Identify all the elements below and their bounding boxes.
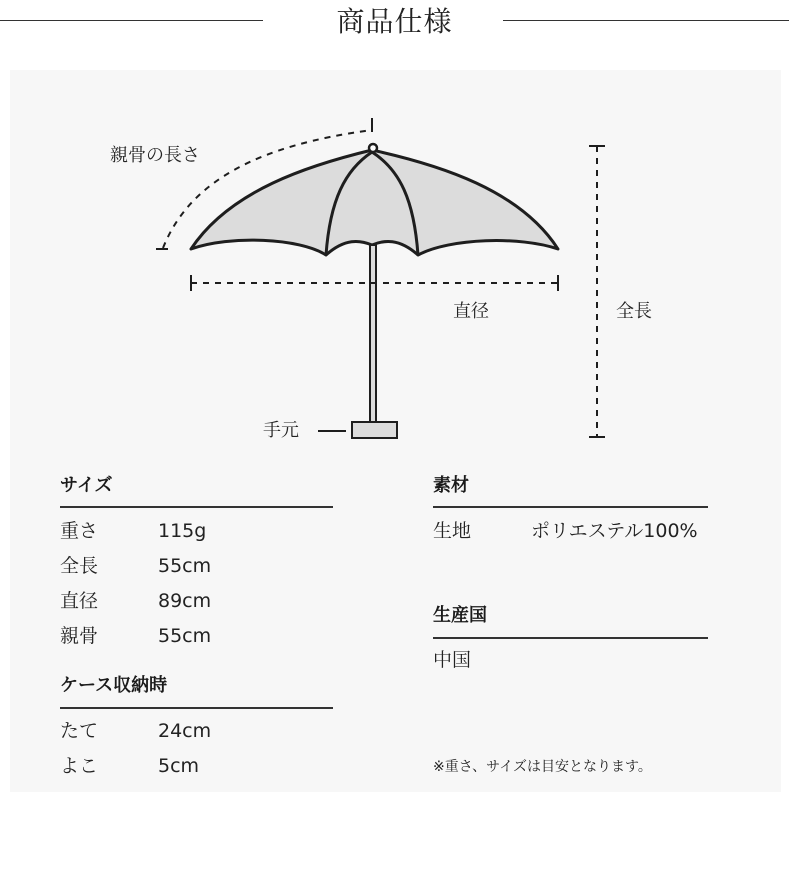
size-row-value: 55cm: [158, 555, 212, 577]
handle-label: 手元: [263, 420, 299, 441]
umbrella-handle: [352, 422, 397, 438]
material-row-key: 生地: [433, 520, 472, 542]
disclaimer-note: ※重さ、サイズは目安となります。: [433, 759, 652, 775]
case-row-key: よこ: [60, 755, 99, 777]
page-title: 商品仕様: [336, 5, 453, 38]
size-rule: [60, 506, 333, 508]
material-row-value: ポリエステル100%: [531, 520, 698, 542]
total-length-label: 全長: [616, 301, 652, 322]
case-row-value: 24cm: [158, 720, 212, 742]
size-heading: サイズ: [60, 475, 113, 496]
size-row-key: 直径: [60, 590, 99, 612]
case-rule: [60, 707, 333, 709]
size-row-value: 55cm: [158, 625, 212, 647]
size-row-key: 重さ: [60, 520, 99, 542]
umbrella-canopy: [191, 150, 558, 255]
size-row-key: 親骨: [60, 625, 99, 647]
size-row-value: 89cm: [158, 590, 212, 612]
diameter-label: 直径: [453, 301, 489, 322]
umbrella-shaft: [370, 245, 376, 423]
umbrella-tip: [369, 144, 377, 152]
material-heading: 素材: [433, 475, 469, 496]
case-row-value: 5cm: [158, 755, 200, 777]
origin-value: 中国: [433, 649, 472, 671]
size-row-key: 全長: [60, 555, 99, 577]
case-row-key: たて: [60, 720, 99, 742]
material-rule: [433, 506, 708, 508]
rib-length-label: 親骨の長さ: [110, 145, 200, 166]
origin-rule: [433, 637, 708, 639]
origin-heading: 生産国: [433, 605, 487, 626]
case-heading: ケース収納時: [60, 675, 168, 696]
size-row-value: 115g: [158, 520, 207, 542]
